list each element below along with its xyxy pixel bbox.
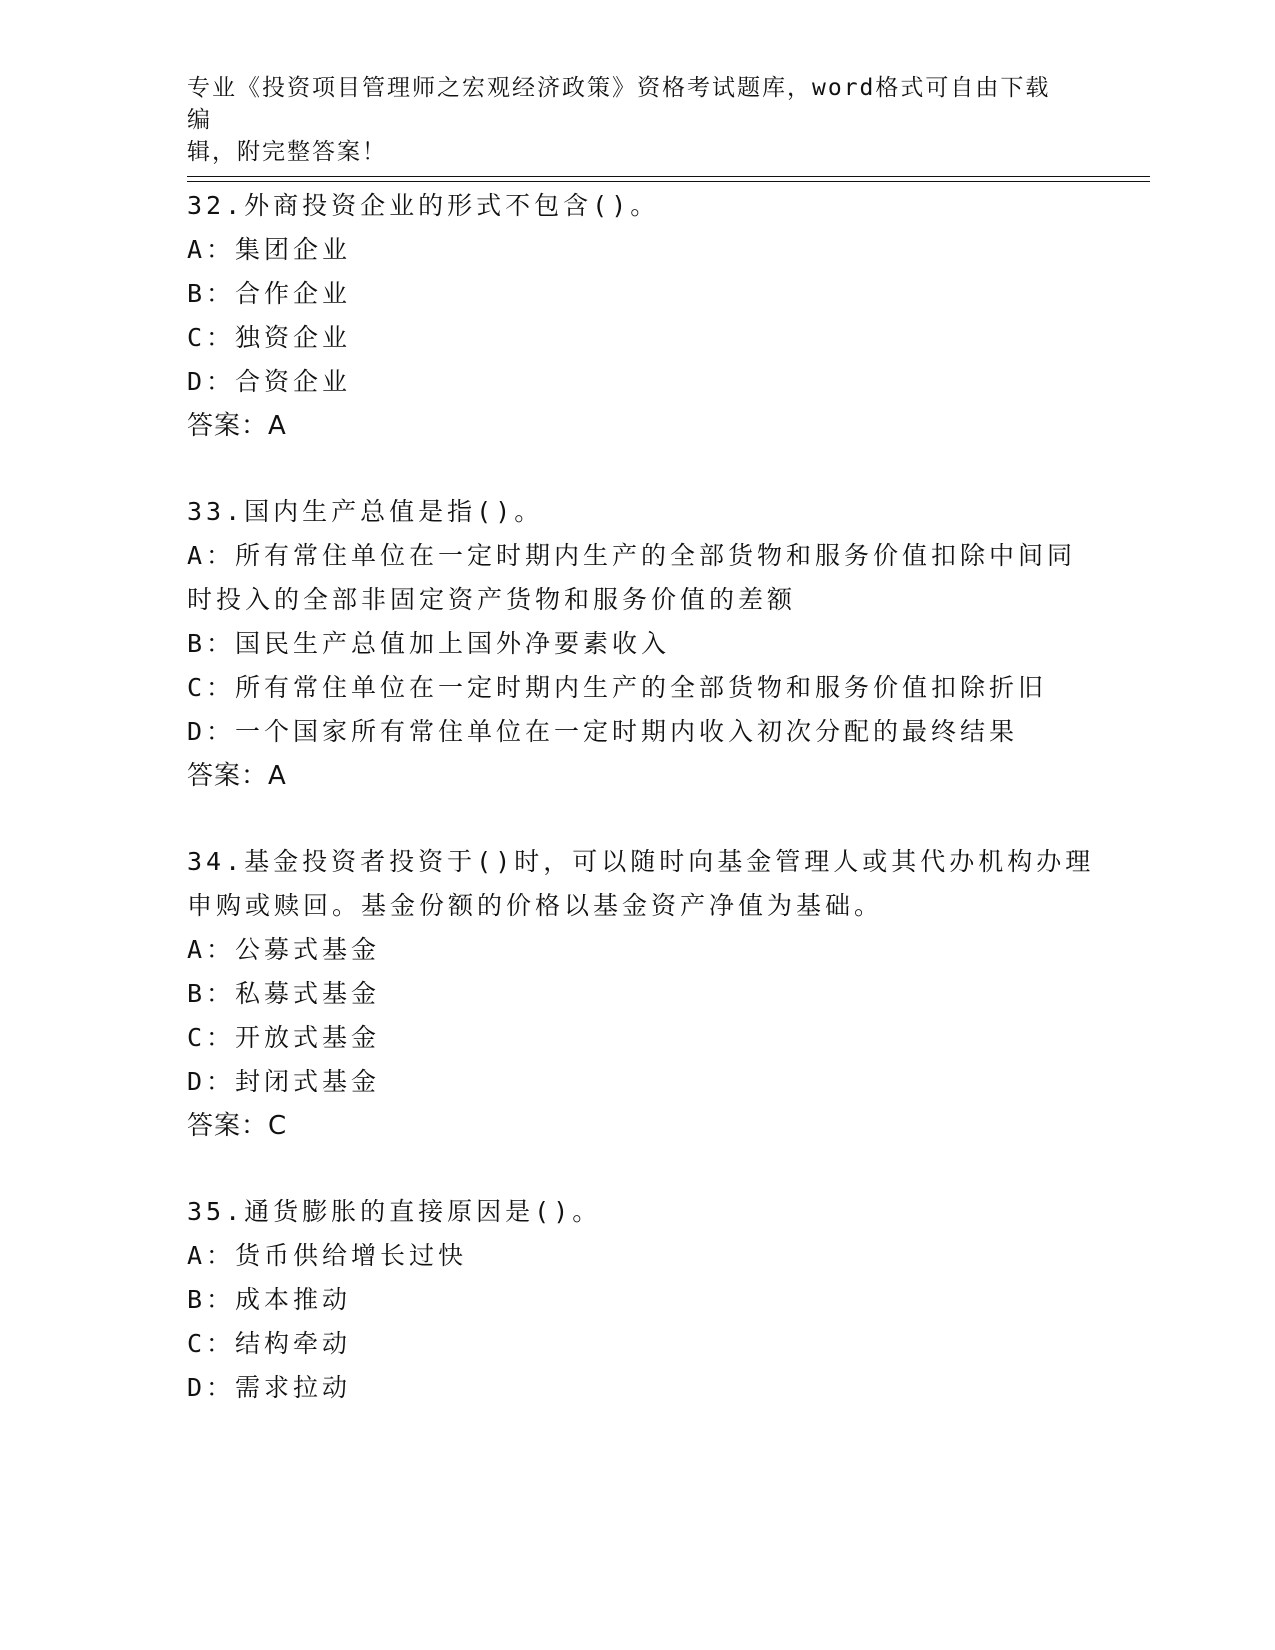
answer-line: 答案：A: [187, 761, 287, 791]
option-a-continued: 时投入的全部非固定资产货物和服务价值的差额: [187, 585, 797, 614]
question-stem: 34.基金投资者投资于()时，可以随时向基金管理人或其代办机构办理: [187, 847, 1095, 876]
header-divider-top: [187, 176, 1150, 177]
option-a: A：货币供给增长过快: [187, 1241, 468, 1270]
question-stem: 32.外商投资企业的形式不包含()。: [187, 191, 660, 220]
answer-line: 答案：C: [187, 1111, 288, 1141]
header-line-1: 专业《投资项目管理师之宏观经济政策》资格考试题库，word格式可自由下载编: [187, 75, 1051, 133]
option-b: B：私募式基金: [187, 979, 381, 1008]
question-stem-continued: 申购或赎回。基金份额的价格以基金资产净值为基础。: [187, 891, 884, 920]
question-stem: 33.国内生产总值是指()。: [187, 497, 544, 526]
option-d: D：一个国家所有常住单位在一定时期内收入初次分配的最终结果: [187, 717, 1019, 746]
option-d: D：需求拉动: [187, 1373, 352, 1402]
question-stem: 35.通货膨胀的直接原因是()。: [187, 1197, 602, 1226]
option-c: C：所有常住单位在一定时期内生产的全部货物和服务价值扣除折旧: [187, 673, 1048, 702]
answer-line: 答案：A: [187, 411, 287, 441]
option-b: B：合作企业: [187, 279, 352, 308]
header-divider-bottom: [187, 181, 1150, 182]
option-d: D：封闭式基金: [187, 1067, 381, 1096]
option-b: B：国民生产总值加上国外净要素收入: [187, 629, 671, 658]
option-a: A：所有常住单位在一定时期内生产的全部货物和服务价值扣除中间同: [187, 541, 1077, 570]
option-c: C：开放式基金: [187, 1023, 381, 1052]
document-header: [187, 72, 1067, 168]
option-a: A：公募式基金: [187, 935, 381, 964]
option-d: D：合资企业: [187, 367, 352, 396]
option-c: C：结构牵动: [187, 1329, 352, 1358]
option-a: A：集团企业: [187, 235, 352, 264]
option-c: C：独资企业: [187, 323, 352, 352]
header-line-2: 辑，附完整答案！: [187, 139, 387, 165]
option-b: B：成本推动: [187, 1285, 352, 1314]
